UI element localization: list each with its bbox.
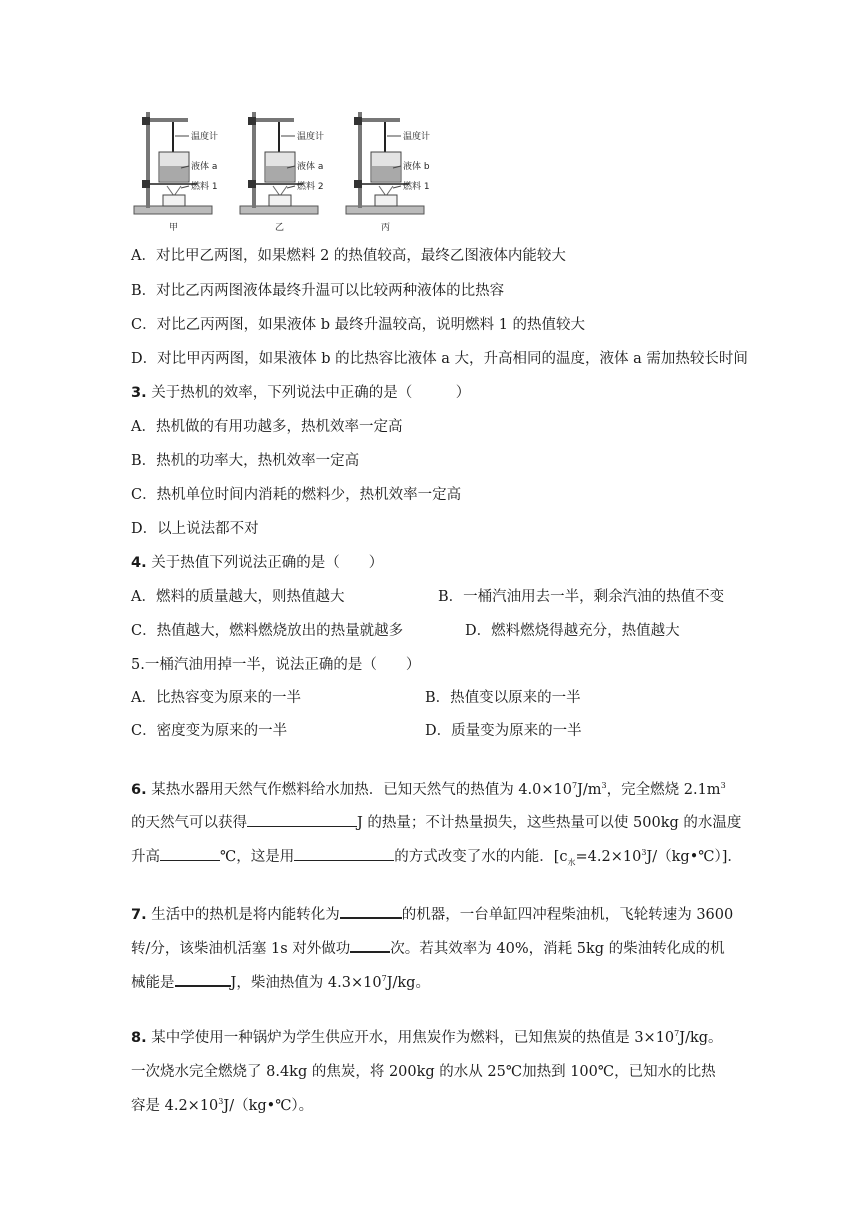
q6-line-3	[131, 845, 742, 867]
q4-number: 4.	[131, 555, 147, 571]
experiment-figure	[131, 108, 451, 244]
q7-text-3b: J，柴油热值为 4.3×10	[230, 975, 382, 991]
label-fuel-1: 燃料 1	[191, 182, 218, 192]
q7-line-1	[131, 902, 733, 925]
q7-text-1b: 的机器，一台单缸四冲程柴油机，飞轮转速为 3600	[401, 907, 734, 923]
q3-option-c: C．热机单位时间内消耗的燃料少，热机效率一定高	[131, 487, 462, 503]
q4-option-d: D．燃料燃烧得越充分，热值越大	[465, 623, 680, 639]
q6-text-3b: ℃，这是用	[220, 849, 295, 865]
q7-text-1a: 生活中的热机是将内能转化为	[151, 907, 340, 923]
q6-exp-4: 3	[641, 848, 647, 858]
q2-option-b: B．对比乙丙两图液体最终升温可以比较两种液体的比热容	[131, 283, 505, 299]
q5-option-d: D．质量变为原来的一半	[425, 723, 582, 739]
q5-option-c: C．密度变为原来的一半	[131, 723, 288, 739]
q6-text-3c: 的方式改变了水的内能．[c	[394, 849, 568, 865]
q3-option-a: A．热机做的有用功越多，热机效率一定高	[131, 419, 403, 435]
q8-text-1a: 某中学使用一种锅炉为学生供应开水，用焦炭作为燃料，已知焦炭的热值是 3×10	[151, 1030, 675, 1046]
q6-text-3d: =4.2×10	[575, 849, 642, 865]
q8-text-3b: J/（kg•℃）。	[223, 1098, 314, 1114]
q4-stem	[131, 553, 383, 573]
q6-blank-temp[interactable]	[160, 845, 220, 861]
q6-text-1b: J/m	[577, 782, 602, 798]
q6-line-1	[131, 780, 726, 800]
q7-blank-work[interactable]	[175, 970, 231, 987]
q7-exp: 7	[381, 974, 387, 984]
q7-text-2a: 转/分，该柴油机活塞 1s 对外做功	[131, 941, 351, 957]
q8-line-2: 一次烧水完全燃烧了 8.4kg 的焦炭，将 200kg 的水从 25℃加热到 100℃，已知水的比热	[131, 1064, 716, 1080]
q6-exp-3: 3	[720, 781, 726, 791]
q7-text-2b: 次。若其效率为 40%，消耗 5kg 的柴油转化成的机	[390, 941, 725, 957]
q4-option-b: B．一桶汽油用去一半，剩余汽油的热值不变	[438, 589, 725, 605]
q5-option-a: A．比热容变为原来的一半	[131, 690, 301, 706]
q6-number: 6.	[131, 782, 147, 798]
caption-jia: 甲	[169, 223, 179, 233]
label-liquid-1: 液体 a	[191, 162, 218, 172]
q4-option-a: A．燃料的质量越大，则热值越大	[131, 589, 345, 605]
q6-line-2	[131, 811, 741, 833]
q6-exp-2: 3	[601, 781, 607, 791]
q7-blank-times[interactable]	[350, 936, 390, 953]
q8-text-3a: 容是 4.2×10	[131, 1098, 219, 1114]
q8-line-1	[131, 1028, 723, 1048]
q4-option-c: C．热值越大，燃料燃烧放出的热量就越多	[131, 623, 404, 639]
q7-number: 7.	[131, 907, 147, 923]
label-thermometer-1: 温度计	[191, 132, 219, 142]
q3-number: 3.	[131, 385, 147, 401]
q6-text-3e: J/（kg•℃）]．	[646, 849, 742, 865]
q8-line-3	[131, 1096, 313, 1116]
q8-exp-2: 3	[218, 1097, 224, 1107]
q8-exp-1: 7	[674, 1029, 680, 1039]
q6-text-1c: ，完全燃烧 2.1m	[606, 782, 721, 798]
label-thermometer-2: 温度计	[297, 132, 325, 142]
q5-stem: 5.一桶汽油用掉一半，说法正确的是（ ）	[131, 657, 421, 673]
q7-text-3c: J/kg。	[386, 975, 430, 991]
q7-line-2	[131, 936, 725, 959]
caption-yi: 乙	[275, 223, 285, 233]
q4-text: 关于热值下列说法正确的是（ ）	[151, 555, 384, 571]
caption-bing: 丙	[381, 223, 391, 233]
label-thermometer-3: 温度计	[403, 132, 431, 142]
q6-blank-method[interactable]	[294, 845, 394, 861]
q2-option-c: C．对比乙丙两图，如果液体 b 最终升温较高，说明燃料 1 的热值较大	[131, 317, 586, 333]
q2-option-a: A．对比甲乙两图，如果燃料 2 的热值较高，最终乙图液体内能较大	[131, 248, 566, 264]
label-fuel-3: 燃料 1	[403, 182, 430, 192]
label-liquid-3: 液体 b	[403, 162, 430, 172]
q3-option-d: D．以上说法都不对	[131, 521, 259, 537]
q6-exp-1: 7	[572, 781, 578, 791]
q7-blank-energy[interactable]	[340, 902, 402, 919]
q3-option-b: B．热机的功率大，热机效率一定高	[131, 453, 360, 469]
q6-sub-water: 水	[567, 857, 576, 867]
q2-option-d: D．对比甲丙两图，如果液体 b 的比热容比液体 a 大，升高相同的温度，液体 a 需加热较长时间	[131, 351, 748, 367]
label-liquid-2: 液体 a	[297, 162, 324, 172]
q3-text: 关于热机的效率，下列说法中正确的是（ ）	[151, 385, 471, 401]
q5-option-b: B．热值变以原来的一半	[425, 690, 581, 706]
q7-text-3a: 械能是	[131, 975, 175, 991]
q3-stem	[131, 383, 470, 403]
q6-text-2a: 的天然气可以获得	[131, 815, 247, 831]
q8-number: 8.	[131, 1030, 147, 1046]
q6-text-2b: J 的热量；不计热量损失，这些热量可以使 500kg 的水温度	[357, 815, 742, 831]
label-fuel-2: 燃料 2	[297, 182, 324, 192]
q6-text-1a: 某热水器用天然气作燃料给水加热．已知天然气的热值为 4.0×10	[151, 782, 572, 798]
q6-blank-heat[interactable]	[247, 811, 357, 827]
q8-text-1b: J/kg。	[679, 1030, 723, 1046]
q6-text-3a: 升高	[131, 849, 160, 865]
q7-line-3	[131, 970, 430, 993]
